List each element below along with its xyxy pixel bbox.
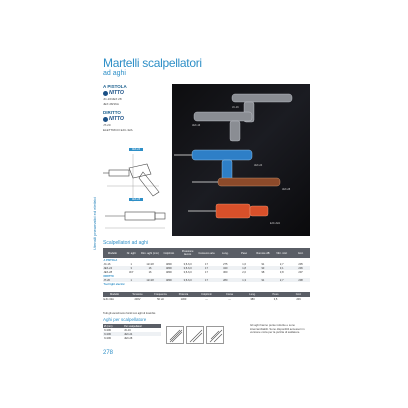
cell: EJC-32A <box>103 297 114 301</box>
col-header: Rumore dB <box>254 248 273 258</box>
cell: 1,6 <box>242 262 246 266</box>
col-header: Corsa <box>218 292 241 297</box>
straight-desc-1: JT-20 <box>103 123 111 127</box>
table-row <box>103 336 161 340</box>
diagram-tab: JEX-24 <box>129 148 143 151</box>
specs-table-electric <box>103 292 310 301</box>
cell: JEX-28 <box>124 336 133 340</box>
page-number: 278 <box>103 350 114 356</box>
col-header: Lung. <box>216 248 235 258</box>
photo-caption: JEX-28 <box>282 188 291 191</box>
cell: 3,5-6,0 <box>178 278 197 282</box>
cell: 1,3 <box>235 278 254 282</box>
cell: 1 <box>130 262 132 266</box>
needle-images <box>166 326 246 346</box>
cell: 1300 <box>180 297 187 301</box>
cell: 1,8 <box>235 266 254 270</box>
cell: 3/4" <box>128 270 134 274</box>
col-header: Frequenza <box>149 292 172 297</box>
col-header: Modello <box>103 292 126 297</box>
cell: 17 <box>197 266 216 270</box>
straight-desc-2: ELETTRICO EJC-32A <box>103 128 133 132</box>
needles-title: Aghi per scalpellatore <box>103 317 147 322</box>
cell: 3,5 <box>273 297 278 301</box>
cell: 3,5-6,0 <box>183 270 192 274</box>
col-header: Ø (mm) <box>103 324 123 328</box>
brand-icon <box>103 91 108 96</box>
table-group-row <box>103 282 310 286</box>
col-header: Peso <box>235 248 254 258</box>
brand-name: NITTO <box>109 90 124 96</box>
cell: 3,8 <box>279 270 284 274</box>
info-text: Gli aghi hanno punte indurite e sono intercambiabili. Sono disponibili accessori in versione corta per la pulizia di saldature. <box>250 323 305 335</box>
section-straight: DIRITTO <box>103 110 121 115</box>
cell: 3,1 <box>272 266 291 270</box>
cell: 340 <box>216 266 235 270</box>
col-header: Vibr. m/s² <box>272 248 291 258</box>
cell: 3×180 <box>104 332 112 336</box>
cell: 50 Hz <box>157 297 164 301</box>
cell: 12×18 <box>146 262 154 266</box>
photo-caption: EJC-32A <box>270 222 281 225</box>
pistol-desc-1: JC-16/JEX 28 <box>103 97 122 101</box>
tools-illustration <box>172 84 310 236</box>
cell: 206 <box>291 266 310 270</box>
col-header: Lung. <box>241 292 264 297</box>
specs-table <box>103 248 310 286</box>
cell: 3,5-6,0 <box>183 262 192 266</box>
brand-name: NITTO <box>109 116 124 122</box>
col-header: Per scalpellatori <box>123 324 161 328</box>
needle-image <box>206 326 224 344</box>
cell: 275 <box>223 262 228 266</box>
col-header: Dim. aghi (mm) <box>141 248 160 258</box>
straight-drawing <box>103 202 168 236</box>
cell: JEX-24 <box>103 266 122 270</box>
col-header: Colpi/min <box>195 292 218 297</box>
cell: 98 <box>261 270 265 274</box>
product-photo <box>172 84 310 236</box>
photo-caption: JEX-24 <box>254 164 263 167</box>
col-header: Modello <box>103 248 122 258</box>
needle-image <box>186 326 204 344</box>
table-title: Scalpellatori ad aghi <box>103 240 149 246</box>
needles-table <box>103 324 161 340</box>
cell: — <box>228 297 231 301</box>
cell: 3×180 <box>104 336 112 340</box>
cell: 3 <box>122 266 141 270</box>
cell: 360 <box>223 270 228 274</box>
col-header: Potenza <box>172 292 195 297</box>
cell: JEX-28 <box>103 270 113 274</box>
col-header: Cod. <box>291 248 310 258</box>
page-title: Martelli scalpellatori <box>103 56 202 70</box>
cell: — <box>205 297 208 301</box>
cell: JT-20 <box>103 278 122 282</box>
cell: 209 <box>296 297 301 301</box>
cell: 2,7 <box>279 262 284 266</box>
diagram-straight <box>103 198 168 236</box>
cell: 380 <box>250 297 255 301</box>
group-label: A PISTOLA <box>103 258 118 262</box>
pistol-desc-2: JEX 28/16A <box>103 102 119 106</box>
brand-logo-pistol <box>103 90 168 96</box>
photo-caption: JEX-16 <box>192 124 201 127</box>
table-note: Tutti gli utensili sono forniti con aghi di ricambio <box>103 312 156 315</box>
cell: 2,0 <box>242 270 246 274</box>
col-header: Consumo aria <box>197 248 216 258</box>
group-label: Tool light electric <box>103 282 125 286</box>
cell: 16 <box>148 270 152 274</box>
cell: 2,7 <box>272 278 291 282</box>
cell: 280 <box>216 278 235 282</box>
cell: 207 <box>298 270 303 274</box>
col-header: Nr. aghi <box>122 248 141 258</box>
brand-icon <box>103 117 108 122</box>
cell: 4800 <box>159 278 178 282</box>
diagram-tab: JEX-28 <box>129 198 143 201</box>
table-header-row <box>103 248 310 258</box>
col-header: Tensione <box>126 292 149 297</box>
cell: 91 <box>254 278 273 282</box>
col-header: Pressione lavoro <box>178 248 197 258</box>
cell: 205 <box>298 262 303 266</box>
cell: 1 <box>122 278 141 282</box>
side-label: Utensili pneumatici ed elettrici <box>92 197 97 250</box>
cell: 16 <box>141 266 160 270</box>
brand-logo-straight <box>103 116 168 122</box>
photo-caption: JC-16 <box>232 106 239 109</box>
cell: JC-16 <box>103 262 111 266</box>
col-header: Cod. <box>287 292 310 297</box>
cell: 12×18 <box>141 278 160 282</box>
cell: 17 <box>205 270 208 274</box>
cell: 4800 <box>159 266 178 270</box>
cell: 91 <box>261 262 265 266</box>
needle-image <box>166 326 184 344</box>
cell: 17 <box>197 278 216 282</box>
group-label: DIRITTO <box>103 274 114 278</box>
table-row <box>103 297 310 301</box>
cell: 230V <box>134 297 141 301</box>
page-subtitle: ad aghi <box>103 70 126 77</box>
cell: JC-16 <box>124 328 131 332</box>
col-header: Colpi/min <box>159 248 178 258</box>
section-pistol: A PISTOLA <box>103 84 127 89</box>
cell: 93 <box>254 266 273 270</box>
product-intro <box>103 80 168 132</box>
cell: 208 <box>291 278 310 282</box>
cell: JEX-24 <box>124 332 133 336</box>
cell: 4800 <box>165 270 172 274</box>
cell: 3,5-6,0 <box>178 266 197 270</box>
cell: 4800 <box>165 262 172 266</box>
col-header: Peso <box>264 292 287 297</box>
cell: 3×180 <box>104 328 112 332</box>
cell: 17 <box>205 262 208 266</box>
